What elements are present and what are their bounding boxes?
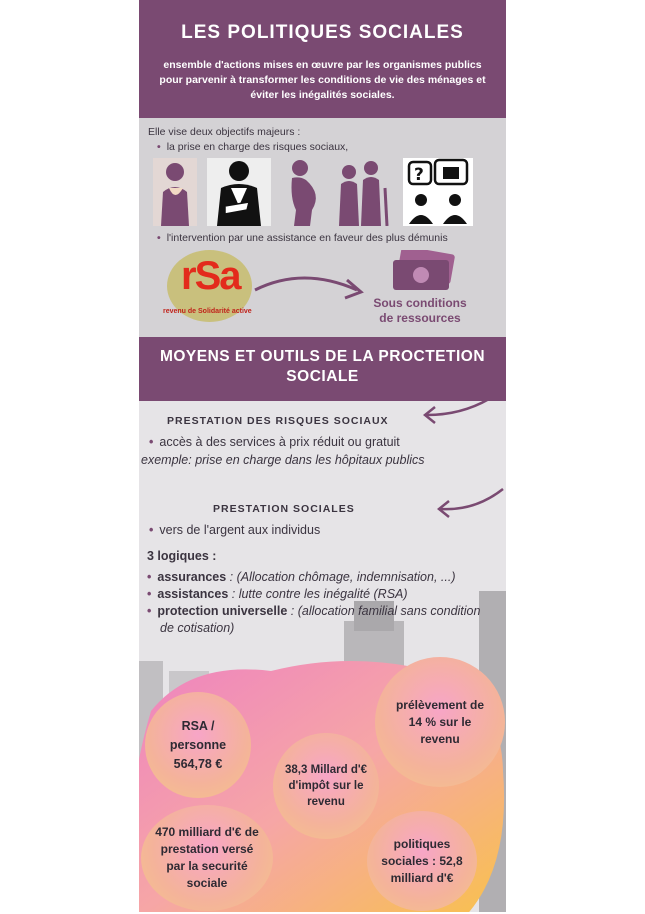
header-banner bbox=[139, 0, 506, 118]
logique-item bbox=[147, 603, 497, 637]
stat-prestation-text: 470 milliard d'€ de prestation versé par la securité sociale bbox=[155, 825, 259, 890]
logiques-label-text: 3 logiques bbox=[147, 549, 209, 563]
rsa-logo-subtitle: revenu de Solidarité active bbox=[163, 308, 252, 315]
social-heading: PRESTATION SOCIALES bbox=[213, 503, 355, 515]
objectives-intro: Elle vise deux objectifs majeurs : bbox=[148, 126, 301, 138]
injured-person-icon bbox=[207, 158, 271, 226]
pregnant-woman-icon bbox=[282, 158, 324, 226]
logique-item bbox=[147, 586, 497, 603]
bullet-dot: • bbox=[157, 141, 161, 153]
bullet-dot: • bbox=[147, 570, 152, 584]
objective-first-text: la prise en charge des risques sociaux, bbox=[166, 141, 349, 153]
means-title: MOYENS ET OUTILS DE LA PROCTETION SOCIALE bbox=[159, 348, 486, 385]
elderly-couple-icon bbox=[333, 158, 391, 226]
arrow-left-icon bbox=[421, 397, 491, 427]
risks-item bbox=[149, 435, 400, 449]
logique-detail: : (Allocation chômage, indemnisation, ...) bbox=[226, 570, 456, 584]
means-content bbox=[139, 401, 506, 912]
rsa-logo-word: rSa bbox=[181, 254, 240, 298]
logiques-label: 3 logiques : bbox=[147, 549, 217, 563]
money-icon bbox=[391, 250, 455, 294]
bullet-dot: • bbox=[147, 604, 152, 618]
logique-detail: : lutte contre les inégalité (RSA) bbox=[228, 587, 408, 601]
sick-person-icon bbox=[153, 158, 197, 226]
stat-prelevement-text: prélèvement de 14 % sur le revenu bbox=[395, 697, 485, 746]
definition-text: ensemble d'actions mises en œuvre par les organismes publics pour parvenir à transformer les conditions de vie des ménages et éviter les inégalités sociales. bbox=[159, 59, 486, 101]
objective-second bbox=[157, 232, 448, 244]
bullet-dot: • bbox=[149, 435, 154, 449]
risks-heading: PRESTATION DES RISQUES SOCIAUX bbox=[167, 415, 389, 427]
unemployed-question-icon bbox=[403, 158, 473, 226]
social-item bbox=[149, 523, 320, 537]
stat-politiques-text: politiques sociales : 52,8 milliard d'€ bbox=[381, 836, 463, 885]
page-title: LES POLITIQUES SOCIALES bbox=[181, 22, 464, 43]
risks-item-text: accès à des services à prix réduit ou gratuit bbox=[159, 435, 400, 449]
stat-prestation bbox=[141, 805, 273, 911]
means-banner bbox=[139, 337, 506, 401]
infographic-poster bbox=[139, 0, 506, 912]
bullet-dot: • bbox=[157, 232, 161, 244]
svg-text:?: ? bbox=[414, 165, 424, 185]
logiques-list bbox=[147, 569, 497, 637]
condition-text: Sous conditions de ressources bbox=[373, 296, 467, 325]
objective-first bbox=[157, 141, 348, 153]
rsa-logo bbox=[163, 250, 252, 322]
stat-impot bbox=[273, 733, 379, 839]
stat-politiques bbox=[367, 811, 477, 911]
bullet-dot: • bbox=[149, 523, 154, 537]
logique-name: assistances bbox=[157, 587, 229, 601]
logique-detail: : (allocation familial sans condition de cotisation) bbox=[160, 604, 481, 635]
social-item-text: vers de l'argent aux individus bbox=[159, 523, 321, 537]
logique-name: protection universelle bbox=[157, 604, 288, 618]
stat-rsa-person bbox=[145, 692, 251, 798]
curved-arrow-icon bbox=[253, 268, 365, 302]
bullet-dot: • bbox=[147, 587, 152, 601]
logique-name: assurances bbox=[157, 570, 227, 584]
stat-impot-text: 38,3 Millard d'€ d'impôt sur le revenu bbox=[285, 764, 367, 808]
stat-prelevement bbox=[375, 657, 505, 787]
objective-second-text: l'intervention par une assistance en faveur des plus démunis bbox=[166, 232, 448, 244]
risks-example: exemple: prise en charge dans les hôpitaux publics bbox=[141, 453, 425, 467]
stat-rsa-person-text: RSA / personne 564,78 € bbox=[169, 718, 227, 771]
arrow-left-icon bbox=[435, 485, 505, 521]
logique-item bbox=[147, 569, 497, 586]
